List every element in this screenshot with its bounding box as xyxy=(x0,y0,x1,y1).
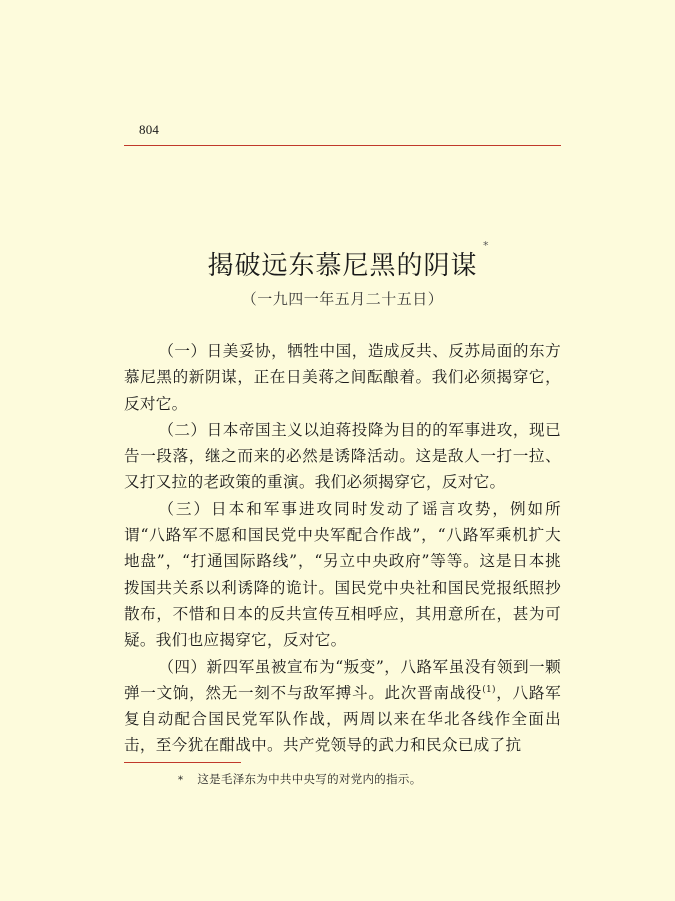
header-rule xyxy=(124,145,561,146)
title-block xyxy=(124,239,561,282)
article-title-text: 揭破远东慕尼黑的阴谋 xyxy=(207,251,478,281)
footnote xyxy=(178,771,422,787)
note-reference[interactable]: (1) xyxy=(482,684,496,695)
paragraph-4-text-a: （四）新四军虽被宣布为“叛变”，八路军虽没有领到一颗弹一文饷，然无一刻不与敌军搏斗。此次晋南战役 xyxy=(124,657,561,702)
page-number: 804 xyxy=(139,122,160,137)
footnote-text: 这是毛泽东为中共中央写的对党内的指示。 xyxy=(197,772,422,786)
paragraph-1: （一）日美妥协，牺牲中国，造成反共、反苏局面的东方慕尼黑的新阴谋，正在日美蒋之间酝酿着。我们必须揭穿它，反对它。 xyxy=(124,342,561,413)
article-date: （一九四一年五月二十五日） xyxy=(241,290,444,308)
paragraph-3: （三）日本和军事进攻同时发动了谣言攻势，例如所谓“八路军不愿和国民党中央军配合作战”，“八路军乘机扩大地盘”，“打通国际路线”，“另立中央政府”等等。这是日本挑拨国共关系以利诱降的诡计。国民党中央社和国民党报纸照抄散布，不惜和日本的反共宣传互相呼应，其用意所在，甚为可疑。我们也应揭穿它，反对它。 xyxy=(124,499,561,650)
paragraph-4-text-b: ，八路军复自动配合国民党军队作战，两周以来在华北各线作全面出击，至今犹在酣战中。共产党领导的武力和民众已成了抗 xyxy=(124,683,562,755)
footnote-rule xyxy=(124,762,241,763)
paragraph-2: （二）日本帝国主义以迫蒋投降为目的的军事进攻，现已告一段落，继之而来的必然是诱降活动。这是敌人一打一拉、又打又拉的老政策的重演。我们必须揭穿它，反对它。 xyxy=(124,420,561,492)
title-footnote-mark: * xyxy=(483,239,490,252)
article-title xyxy=(207,239,490,282)
footnote-marker: * xyxy=(178,775,184,786)
article-body xyxy=(124,338,561,759)
paragraph-4 xyxy=(124,654,561,759)
